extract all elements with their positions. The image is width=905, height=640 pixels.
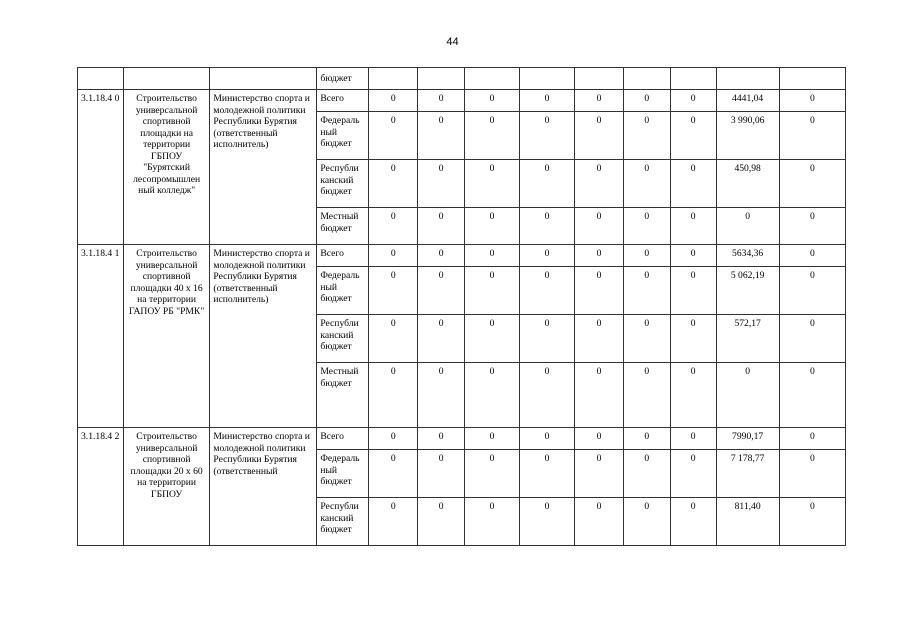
table-row [78, 90, 846, 112]
value-cell: 0 [369, 245, 418, 267]
executor-cell: Министерство спорта и молодежной политики Республики Бурятия (ответственный исполнитель) [210, 245, 317, 428]
value-cell: 0 [623, 428, 670, 450]
source-cell: бюджет [317, 68, 369, 90]
table-row [78, 68, 846, 90]
value-cell: 0 [465, 160, 520, 208]
value-cell [369, 68, 418, 90]
value-cell: 0 [520, 450, 575, 498]
source-cell: Федераль ный бюджет [317, 450, 369, 498]
value-cell: 0 [623, 363, 670, 428]
value-cell: 0 [418, 315, 465, 363]
value-cell: 0 [716, 363, 779, 428]
value-cell: 0 [670, 363, 716, 428]
value-cell [779, 68, 845, 90]
value-cell: 0 [670, 450, 716, 498]
value-cell: 0 [465, 450, 520, 498]
value-cell: 450,98 [716, 160, 779, 208]
source-cell: Всего [317, 245, 369, 267]
code-cell: 3.1.18.4 1 [78, 245, 124, 428]
value-cell: 0 [369, 315, 418, 363]
value-cell: 0 [779, 160, 845, 208]
value-cell: 0 [465, 363, 520, 428]
value-cell: 0 [418, 160, 465, 208]
value-cell: 0 [670, 498, 716, 546]
value-cell: 0 [520, 208, 575, 245]
value-cell: 0 [575, 208, 624, 245]
value-cell: 0 [465, 267, 520, 315]
value-cell [465, 68, 520, 90]
value-cell: 0 [575, 112, 624, 160]
code-cell: 3.1.18.4 2 [78, 428, 124, 546]
value-cell: 3 990,06 [716, 112, 779, 160]
value-cell: 0 [670, 112, 716, 160]
value-cell: 0 [623, 245, 670, 267]
source-cell: Всего [317, 428, 369, 450]
value-cell: 811,40 [716, 498, 779, 546]
table-row [78, 428, 846, 450]
value-cell [623, 68, 670, 90]
value-cell: 0 [779, 267, 845, 315]
value-cell: 0 [779, 315, 845, 363]
value-cell [520, 68, 575, 90]
value-cell [418, 68, 465, 90]
executor-cell [210, 68, 317, 90]
value-cell: 0 [520, 315, 575, 363]
value-cell: 0 [369, 112, 418, 160]
value-cell: 0 [779, 428, 845, 450]
value-cell: 0 [623, 160, 670, 208]
source-cell: Местный бюджет [317, 363, 369, 428]
value-cell: 0 [418, 363, 465, 428]
value-cell: 0 [369, 428, 418, 450]
name-cell: Строительство универсальной спортивной площадки 20 х 60 на территории ГБПОУ [123, 428, 210, 546]
value-cell: 0 [623, 267, 670, 315]
value-cell: 0 [779, 208, 845, 245]
value-cell: 0 [575, 450, 624, 498]
value-cell: 5 062,19 [716, 267, 779, 315]
value-cell: 0 [369, 90, 418, 112]
executor-cell: Министерство спорта и молодежной политики Республики Бурятия (ответственный исполнитель) [210, 90, 317, 245]
value-cell: 0 [369, 363, 418, 428]
value-cell: 0 [520, 267, 575, 315]
value-cell: 0 [520, 112, 575, 160]
value-cell: 0 [465, 315, 520, 363]
value-cell: 0 [670, 208, 716, 245]
value-cell: 0 [520, 428, 575, 450]
value-cell: 0 [575, 160, 624, 208]
source-cell: Местный бюджет [317, 208, 369, 245]
value-cell: 0 [418, 112, 465, 160]
value-cell: 0 [520, 498, 575, 546]
value-cell: 0 [575, 245, 624, 267]
value-cell: 7990,17 [716, 428, 779, 450]
page-number: 44 [446, 36, 459, 48]
value-cell: 0 [520, 90, 575, 112]
value-cell [575, 68, 624, 90]
value-cell: 0 [779, 112, 845, 160]
value-cell: 0 [575, 428, 624, 450]
value-cell: 0 [520, 245, 575, 267]
value-cell: 0 [779, 498, 845, 546]
value-cell: 0 [418, 498, 465, 546]
value-cell: 0 [670, 160, 716, 208]
value-cell: 0 [369, 267, 418, 315]
source-cell: Федераль ный бюджет [317, 267, 369, 315]
value-cell: 0 [369, 208, 418, 245]
value-cell: 0 [575, 363, 624, 428]
value-cell: 0 [369, 450, 418, 498]
name-cell [123, 68, 210, 90]
value-cell: 0 [418, 208, 465, 245]
value-cell: 572,17 [716, 315, 779, 363]
value-cell: 0 [520, 160, 575, 208]
value-cell: 0 [465, 245, 520, 267]
value-cell: 0 [465, 112, 520, 160]
value-cell: 5634,36 [716, 245, 779, 267]
value-cell: 0 [369, 160, 418, 208]
value-cell [716, 68, 779, 90]
value-cell: 0 [418, 428, 465, 450]
value-cell: 0 [670, 90, 716, 112]
source-cell: Всего [317, 90, 369, 112]
value-cell: 0 [670, 245, 716, 267]
value-cell: 0 [623, 450, 670, 498]
value-cell: 0 [623, 315, 670, 363]
value-cell: 4441,04 [716, 90, 779, 112]
value-cell: 0 [465, 208, 520, 245]
value-cell: 7 178,77 [716, 450, 779, 498]
value-cell: 0 [369, 498, 418, 546]
source-cell: Республи канский бюджет [317, 315, 369, 363]
value-cell: 0 [623, 112, 670, 160]
value-cell: 0 [623, 208, 670, 245]
value-cell: 0 [716, 208, 779, 245]
value-cell: 0 [670, 267, 716, 315]
executor-cell: Министерство спорта и молодежной политики Республики Бурятия (ответственный [210, 428, 317, 546]
value-cell: 0 [418, 450, 465, 498]
value-cell: 0 [520, 363, 575, 428]
value-cell: 0 [623, 90, 670, 112]
value-cell [670, 68, 716, 90]
value-cell: 0 [779, 363, 845, 428]
value-cell: 0 [465, 498, 520, 546]
budget-table [77, 67, 846, 546]
value-cell: 0 [623, 498, 670, 546]
name-cell: Строительство универсальной спортивной площадки 40 х 16 на территории ГАПОУ РБ "РМК" [123, 245, 210, 428]
value-cell: 0 [575, 315, 624, 363]
value-cell: 0 [575, 90, 624, 112]
value-cell: 0 [779, 90, 845, 112]
table-body [78, 68, 846, 546]
source-cell: Республи канский бюджет [317, 498, 369, 546]
table-row [78, 245, 846, 267]
code-cell [78, 68, 124, 90]
code-cell: 3.1.18.4 0 [78, 90, 124, 245]
value-cell: 0 [779, 450, 845, 498]
value-cell: 0 [465, 90, 520, 112]
value-cell: 0 [418, 245, 465, 267]
value-cell: 0 [670, 315, 716, 363]
value-cell: 0 [465, 428, 520, 450]
value-cell: 0 [575, 267, 624, 315]
value-cell: 0 [575, 498, 624, 546]
name-cell: Строительство универсальной спортивной площадки на территории ГБПОУ "Бурятский лесопромышлен ный колледж" [123, 90, 210, 245]
value-cell: 0 [418, 267, 465, 315]
value-cell: 0 [670, 428, 716, 450]
value-cell: 0 [779, 245, 845, 267]
value-cell: 0 [418, 90, 465, 112]
source-cell: Федераль ный бюджет [317, 112, 369, 160]
source-cell: Республи канский бюджет [317, 160, 369, 208]
